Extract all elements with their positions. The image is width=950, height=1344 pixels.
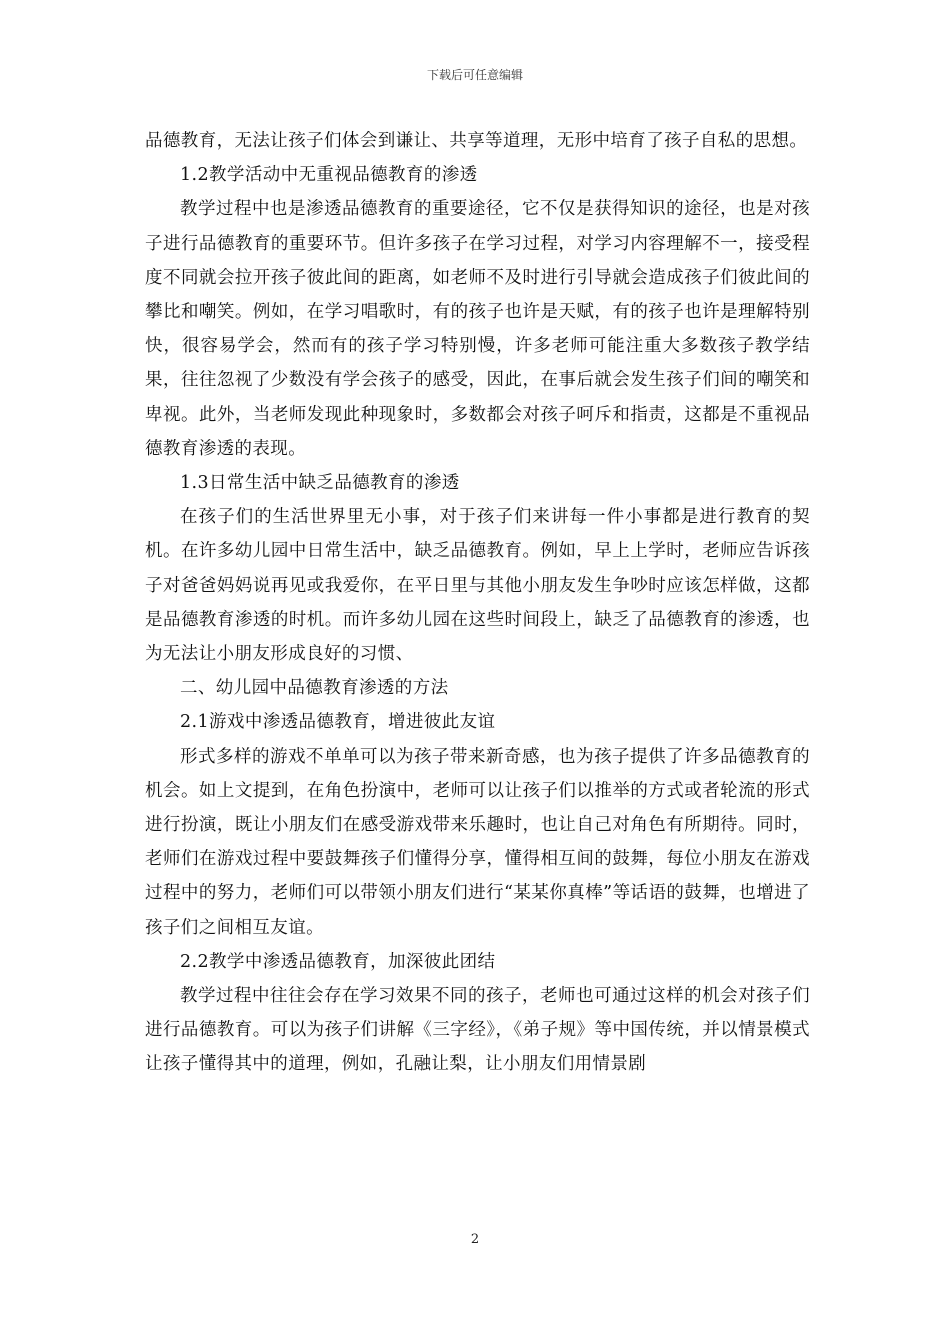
section-heading-2: 二、幼儿园中品德教育渗透的方法 bbox=[180, 678, 449, 699]
section-heading-2-2: 2.2教学中渗透品德教育，加深彼此团结 bbox=[180, 951, 496, 972]
body-text bbox=[145, 124, 810, 1082]
paragraph-5: 教学过程中往往会存在学习效果不同的孩子，老师也可通过这样的机会对孩子们进行品德教育。可以为孩子们讲解《三字经》，《弟子规》等中国传统，并以情景模式让孩子懂得其中的道理，例如，孔融让梨，让小朋友们用情景剧 bbox=[145, 986, 810, 1075]
paragraph-1: 品德教育，无法让孩子们体会到谦让、共享等道理，无形中培育了孩子自私的思想。 bbox=[145, 131, 808, 151]
section-heading-1-3: 1.3日常生活中缺乏品德教育的渗透 bbox=[180, 473, 460, 494]
paragraph-4: 形式多样的游戏不单单可以为孩子带来新奇感，也为孩子提供了许多品德教育的机会。如上文提到，在角色扮演中，老师可以让孩子们以推举的方式或者轮流的形式进行扮演，既让小朋友们在感受游戏带来乐趣时，也让自己对角色有所期待。同时，老师们在游戏过程中要鼓舞孩子们懂得分享，懂得相互间的鼓舞，每位小朋友在游戏过程中的努力，老师们可以带领小朋友们进行“某某你真棒”等话语的鼓舞，也增进了孩子们之间相互友谊。 bbox=[145, 746, 810, 938]
paragraph-2: 教学过程中也是渗透品德教育的重要途径，它不仅是获得知识的途径，也是对孩子进行品德教育的重要环节。但许多孩子在学习过程，对学习内容理解不一，接受程度不同就会拉开孩子彼此间的距离，如老师不及时进行引导就会造成孩子们彼此间的攀比和嘲笑。例如，在学习唱歌时，有的孩子也许是天赋，有的孩子也许是理解特别快，很容易学会，然而有的孩子学习特别慢，许多老师可能注重大多数孩子教学结果，往往忽视了少数没有学会孩子的感受，因此，在事后就会发生孩子们间的嘲笑和卑视。此外，当老师发现此种现象时，多数都会对孩子呵斥和指责，这都是不重视品德教育渗透的表现。 bbox=[145, 199, 810, 459]
paragraph-3: 在孩子们的生活世界里无小事，对于孩子们来讲每一件小事都是进行教育的契机。在许多幼儿园中日常生活中，缺乏品德教育。例如，早上上学时，老师应告诉孩子对爸爸妈妈说再见或我爱你，在平日里与其他小朋友发生争吵时应该怎样做，这都是品德教育渗透的时机。而许多幼儿园在这些时间段上，缺乏了品德教育的渗透，也为无法让小朋友形成良好的习惯、 bbox=[145, 507, 810, 665]
page-number: 2 bbox=[470, 1232, 480, 1247]
section-heading-2-1: 2.1游戏中渗透品德教育，增进彼此友谊 bbox=[180, 712, 496, 733]
page-header: 下载后可任意编辑 bbox=[426, 68, 523, 82]
section-heading-1-2: 1.2教学活动中无重视品德教育的渗透 bbox=[180, 165, 478, 186]
